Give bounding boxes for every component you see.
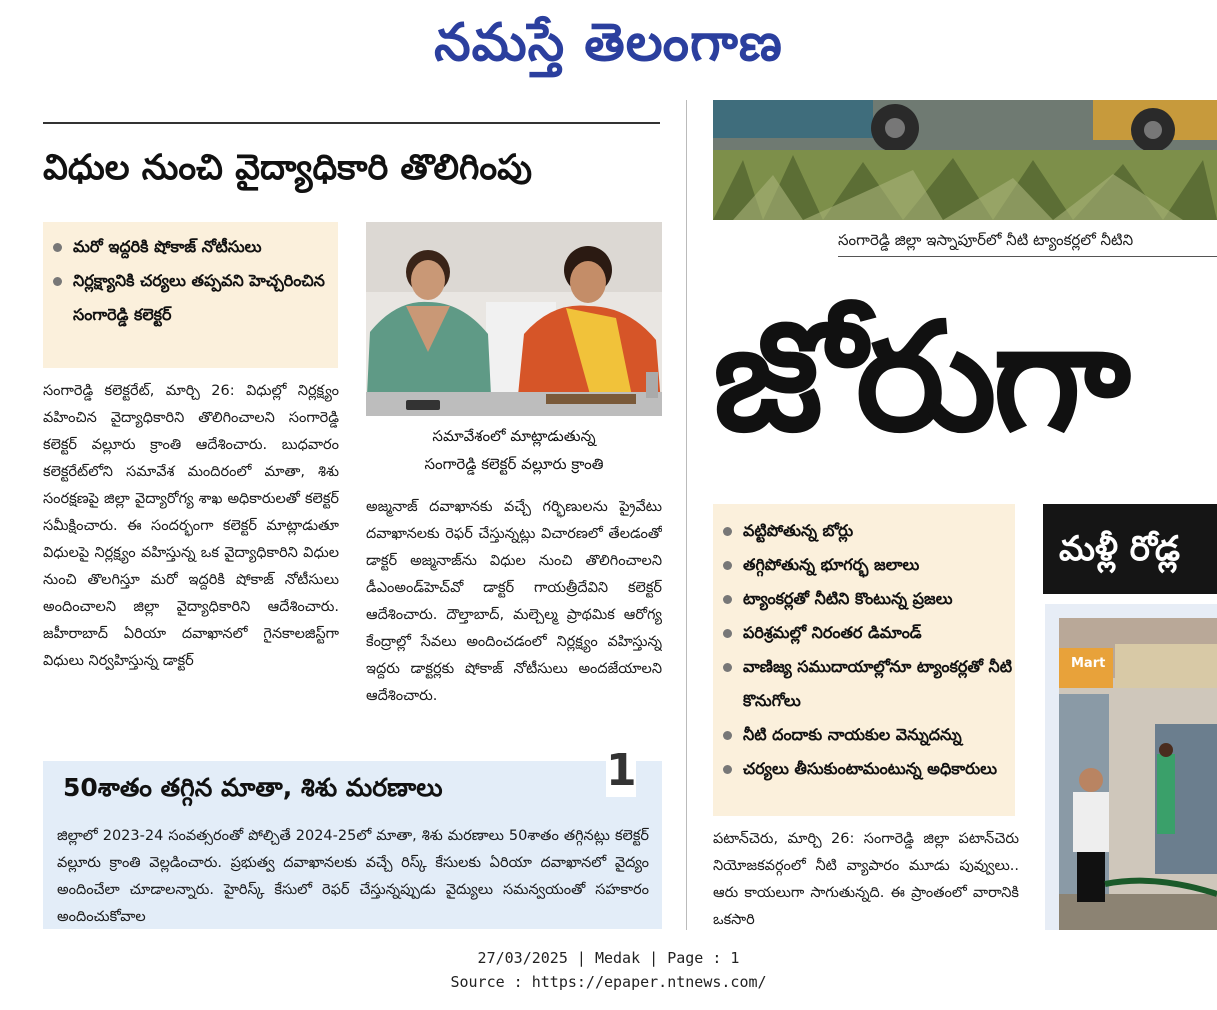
photo-caption-line: సంగారెడ్డి కలెక్టర్ వల్లూరు క్రాంతి: [424, 455, 604, 473]
right-body-column: [713, 826, 1019, 930]
masthead-title: నమస్తే తెలంగాణ: [434, 13, 783, 73]
shop-photo-image: [1045, 604, 1217, 930]
right-bullet-box: [713, 504, 1015, 816]
photo-caption-line: సమావేశంలో మాట్లాడుతున్న: [432, 427, 596, 445]
footer-source: Source : https://epaper.ntnews.com/: [450, 973, 767, 991]
body-text: పటాన్‌చెరు, మార్చి 26: సంగారెడ్డి జిల్లా పటాన్‌చెరు నియోజకవర్గంలో నీటి వ్యాపారం మూడు పువ్వులు.. ఆరు కాయలుగా సాగుతున్నది. ఈ ప్రాంతంలో వారానికి ఒకసారి: [713, 831, 1019, 928]
right-headline: జోరుగా: [713, 291, 1127, 465]
tanker-photo-caption: సంగారెడ్డి జిల్లా ఇస్నాపూర్‌లో నీటి ట్యాంకర్లలో నీటిని: [838, 228, 1217, 257]
left-bullet-box: [43, 222, 338, 368]
right-headline-wrap: [713, 268, 1217, 488]
column-divider: [686, 100, 687, 930]
right-bullet-item: వట్టిపోతున్న బోర్లు: [713, 514, 1015, 548]
headline-rule: [43, 122, 660, 124]
right-bullet-item: చర్యలు తీసుకుంటామంటున్న అధికారులు: [713, 752, 1015, 786]
left-bullet-item: మరో ఇద్దరికి షోకాజ్ నోటీసులు: [43, 230, 338, 264]
footer: [0, 946, 1217, 994]
collector-photo-image: [366, 222, 662, 416]
right-bullet-item: పరిశ్రమల్లో నిరంతర డిమాండ్: [713, 616, 1015, 650]
shop-photo: [1045, 604, 1217, 930]
mortality-box: [43, 761, 662, 929]
tanker-photo-image: [713, 100, 1217, 220]
right-bullet-item: ట్యాంకర్లతో నీటిని కొంటున్న ప్రజలు: [713, 582, 1015, 616]
mortality-subhead: 50శాతం తగ్గిన మాతా, శిశు మరణాలు: [63, 773, 443, 802]
left-body-column-1: [43, 378, 339, 740]
tanker-photo: [713, 100, 1217, 220]
body-text: అజ్మనాజ్ దవాఖానకు వచ్చే గర్భిణులను ప్రైవేటు దవాఖానలకు రెఫర్ చేస్తున్నట్లు విచారణలో తేలడంతో డాక్టర్ అజ్మనాజ్‌ను విధుల నుంచి తొలిగించాలని డీఎంఅండ్‌హెచ్‌వో డాక్టర్ గాయత్రీదేవిని కలెక్టర్ ఆదేశించారు. దౌల్తాబాద్, మల్చెల్మ ప్రాథమిక ఆరోగ్య కేంద్రాల్లో సేవలు అందించడంలో నిర్లక్ష్యం వహిస్తున్న ఇద్దరు డాక్టర్లకు షోకాజ్ నోటీసులు అందజేయాలని ఆదేశించారు.: [366, 499, 662, 704]
body-text: సంగారెడ్డి కలెక్టరేట్, మార్చి 26: విధుల్లో నిర్లక్ష్యం వహించిన వైద్యాధికారిని తొలిగించాలని సంగారెడ్డి కలెక్టర్ వల్లూరు క్రాంతి ఆదేశించారు. బుధవారం కలెక్టరేట్‌లోని సమావేశ మందిరంలో మాతా, శిశు సంరక్షణపై జిల్లా వైద్యారోగ్య శాఖ అధికారులతో కలెక్టర్ సమీక్షించారు. ఈ సందర్భంగా కలెక్టర్ మాట్లాడుతూ విధులపై నిర్లక్ష్యం వహిస్తున్న ఒక వైద్యాధికారిని విధుల నుంచి తొలగిస్తూ మరో ఇద్దరికి షోకాజ్ నోటీసులు అందించాలని జిల్లా వైద్యాధికారిని ఆదేశించారు. జహీరాబాద్ ఏరియా దవాఖానలో గైనకాలజిస్ట్‌గా విధులు నిర్వహిస్తున్న డాక్టర్: [43, 383, 339, 669]
collector-photo: [366, 222, 662, 416]
masthead: [0, 4, 1217, 82]
mortality-body-wrap: [57, 823, 649, 929]
right-bullet-item: నీటి దందాకు నాయకుల వెన్నుదన్ను: [713, 718, 1015, 752]
right-bullet-item: వాణిజ్య సముదాయాల్లోనూ ట్యాంకర్లతో నీటి కొనుగోలు: [713, 650, 1015, 718]
photo-caption: [366, 422, 662, 478]
left-body-column-2: [366, 494, 662, 740]
section-number: 1: [606, 745, 637, 796]
left-headline: విధుల నుంచి వైద్యాధికారి తొలిగింపు: [43, 148, 533, 188]
left-bullet-item: నిర్లక్ష్యానికి చర్యలు తప్పవని హెచ్చరించిన సంగారెడ్డి కలెక్టర్: [43, 264, 338, 332]
mortality-body: జిల్లాలో 2023-24 సంవత్సరంతో పోల్చితే 2024-25లో మాతా, శిశు మరణాలు 50శాతం తగ్గినట్లు కలెక్టర్ వల్లూరు క్రాంతి వెల్లడించారు. ప్రభుత్వ దవాఖానలకు వచ్చే రిస్క్ కేసులకు ఏరియా దవాఖానలో వైద్యం అందించేలా చూడాలన్నారు. హైరిస్క్ కేసులో రెఫర్ చేస్తున్నప్పుడు వైద్యులు సమన్వయంతో సహకారం అందించుకోవాల: [57, 828, 649, 925]
shop-sign: Mart: [1071, 656, 1106, 671]
right-bullet-item: తగ్గిపోతున్న భూగర్భ జలాలు: [713, 548, 1015, 582]
dark-subhead-bar: మళ్లీ రోడ్ల: [1043, 504, 1217, 594]
footer-date-page: 27/03/2025 | Medak | Page : 1: [477, 949, 740, 967]
